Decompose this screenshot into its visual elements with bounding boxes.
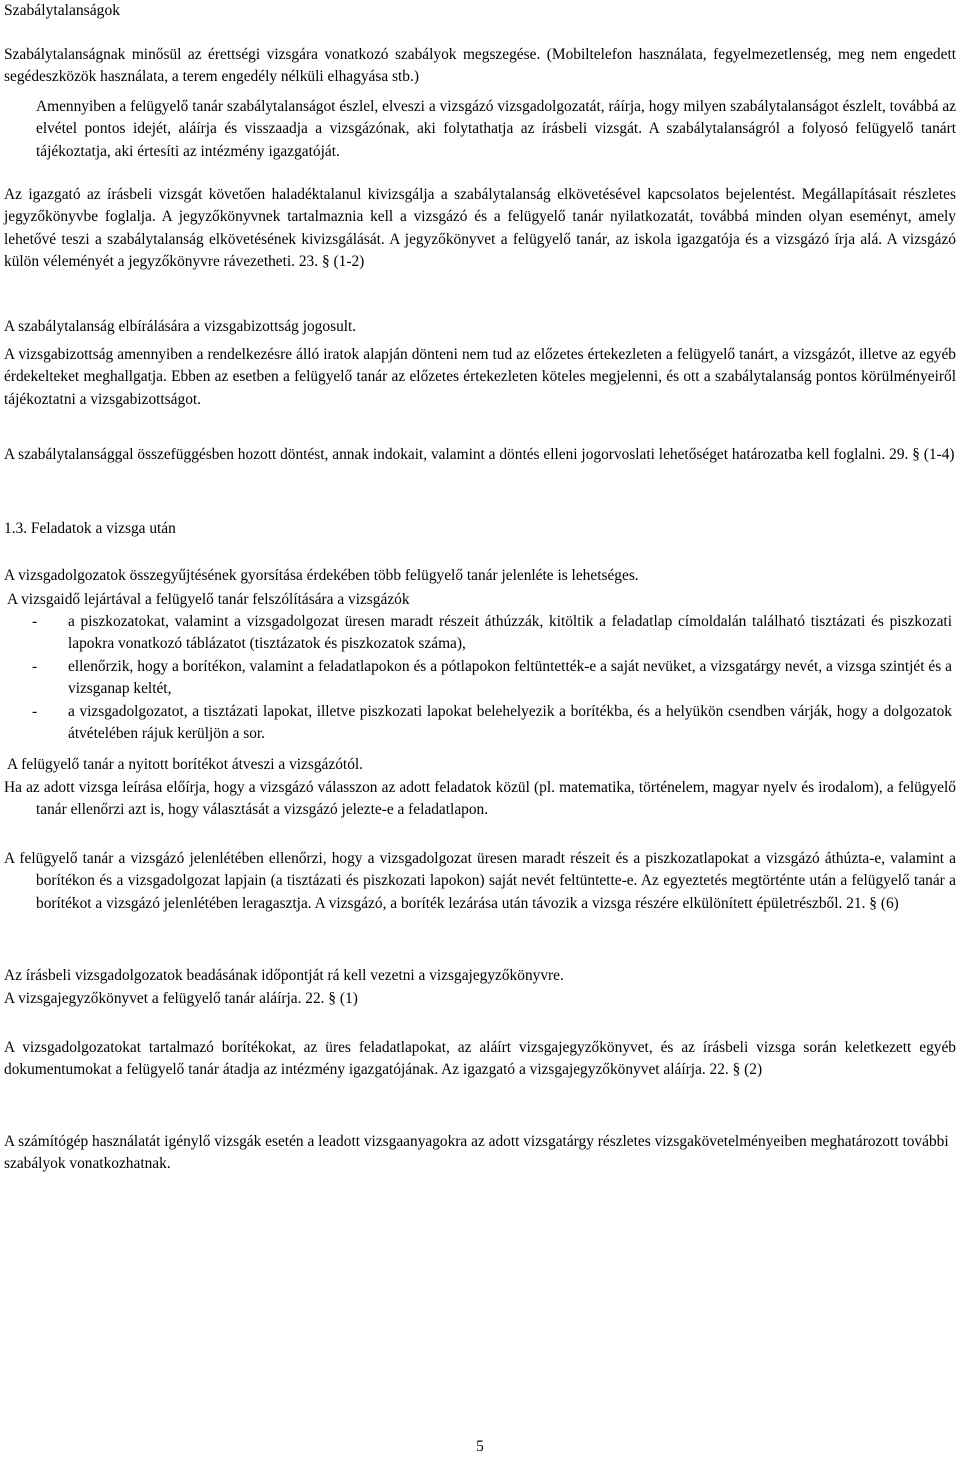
page-number: 5 — [476, 1438, 484, 1455]
computer-exam-paragraph: A számítógép használatát igénylő vizsgák esetén a leadott vizsgaanyagokra az adott vizsgatárgy részletes vizsgakövetelményeiben meghatározott további szabályok vonatkozhatnak. — [4, 1133, 949, 1173]
page-title: Szabálytalanságok — [4, 2, 121, 19]
intro-paragraph: Szabálytalanságnak minősül az érettségi vizsgára vonatkozó szabályok megszegése. (Mobiltelefon használata, fegyelmezetlenség, meg nem engedett segédeszközök használata, a terem engedély nélküli elhagyása stb.) — [4, 46, 956, 86]
list-item — [32, 701, 952, 746]
task-list — [32, 611, 952, 745]
submit-time-paragraph: Az írásbeli vizsgadolgozatok beadásának időpontját rá kell vezetni a vizsgajegyzőkönyvre. — [4, 967, 564, 984]
choice-paragraph: Ha az adott vizsga leírása előírja, hogy a vizsgázó válasszon az adott feladatok közül (pl. matematika, történelem, magyar nyelv és irodalom), a felügyelő tanár ellenőrzi azt is, hogy választását a vizsgázó jelezte-e a feladatlapon. — [4, 779, 956, 819]
handover-paragraph: A vizsgadolgozatokat tartalmazó borítékokat, az üres feladatlapokat, az aláírt vizsgajegyzőkönyvet, és az írásbeli vizsga során keletkezett egyéb dokumentumokat a felügyelő tanár átadja az intézmény igazgatójának. Az igazgató a vizsgajegyzőkönyvet aláírja. 22. § (2) — [4, 1039, 956, 1079]
list-dash: - — [32, 613, 38, 630]
sign-paragraph: A vizsgajegyzőkönyvet a felügyelő tanár aláírja. 22. § (1) — [4, 990, 358, 1007]
list-item-text: ellenőrzik, hogy a borítékon, valamint a feladatlapokon és a pótlapokon feltüntették-e a saját nevüket, a vizsgatárgy nevét, a vizsga szintjét és a vizsganap keltét, — [68, 657, 952, 698]
list-dash: - — [32, 702, 38, 720]
list-item — [32, 611, 952, 656]
list-item-text: a piszkozatokat, valamint a vizsgadolgozat üresen maradt részeit áthúzzák, kitöltik a feladatlap címoldalán található tisztázati és piszkozati lapokra vonatkozó táblázatot (tisztázatok és piszkozatok száma), — [68, 613, 952, 653]
list-item — [32, 656, 952, 701]
list-item-text: a vizsgadolgozatot, a tisztázati lapokat, illetve piszkozati lapokat belehelyezik a borítékba, és a helyükön csendben várják, hogy a dolgozatok átvételében rájuk kerüljön a sor. — [68, 702, 952, 743]
list-dash: - — [32, 657, 38, 675]
section-heading: 1.3. Feladatok a vizsga után — [4, 520, 176, 537]
committee-paragraph: A vizsgabizottság amennyiben a rendelkezésre álló iratok alapján dönteni nem tud az előzetes értekezleten a felügyelő tanárt, a vizsgázót, illetve az egyéb érdekelteket meghallgatja. Ebben az esetben a felügyelő tanár az előzetes értekezleten köteles megjelenni, és ott a szabálytalanság pontos körülményeiről tájékoztatni a vizsgabizottságot. — [4, 346, 956, 408]
check-paragraph: A felügyelő tanár a vizsgázó jelenlétében ellenőrzi, hogy a vizsgadolgozat üresen maradt részeit és a piszkozatlapokat a vizsgázó áthúzta-e, valamint a borítékon és a vizsgadolgozat lapjain (a tisztázati és piszkozati lapokon) saját nevét feltüntette-e. Az egyeztetés megtörténte után a felügyelő tanár a borítékot a vizsgázó jelenlétében leragasztja. A vizsgázó, a boríték lezárása után távozik a vizsga részére elkülönített épületrészből. 21. § (6) — [4, 850, 956, 912]
supervisor-paragraph: Amennyiben a felügyelő tanár szabálytalanságot észlel, elveszi a vizsgázó vizsgadolgozatát, ráírja, hogy milyen szabálytalanságot észlelt, továbbá az elvétel pontos idejét, aláírja és visszaadja a vizsgázónak, aki folytathatja az írásbeli vizsgát. A szabálytalanságról a folyosó felügyelő tanárt tájékoztatja, aki értesíti az intézmény igazgatóját. — [36, 98, 956, 160]
decision-paragraph: A szabálytalansággal összefüggésben hozott döntést, annak indokait, valamint a döntés elleni jogorvoslati lehetőséget határozatba kell foglalni. 29. § (1-4) — [4, 446, 955, 463]
principal-paragraph: Az igazgató az írásbeli vizsgát követően haladéktalanul kivizsgálja a szabálytalanság elkövetésével kapcsolatos bejelentést. Megállapításait részletes jegyzőkönyvbe foglalja. A jegyzőkönyvnek tartalmaznia kell a vizsgázó és a felügyelő tanár nyilatkozatát, továbbá minden olyan eseményt, amely lehetővé teszi a szabálytalanság elkövetésének kivizsgálását. A jegyzőkönyvet a felügyelő tanár, az iskola igazgatója és a vizsgázó írja alá. A vizsgázó külön véleményét a jegyzőkönyvre rávezetheti. 23. § (1-2) — [4, 186, 956, 271]
committee-right-paragraph: A szabálytalanság elbírálására a vizsgabizottság jogosult. — [4, 318, 357, 335]
time-up-paragraph: A vizsgaidő lejártával a felügyelő tanár felszólítására a vizsgázók — [7, 591, 410, 608]
envelope-open-paragraph: A felügyelő tanár a nyitott borítékot átveszi a vizsgázótól. — [7, 756, 364, 773]
collect-paragraph: A vizsgadolgozatok összegyűjtésének gyorsítása érdekében több felügyelő tanár jelenléte is lehetséges. — [4, 567, 639, 584]
